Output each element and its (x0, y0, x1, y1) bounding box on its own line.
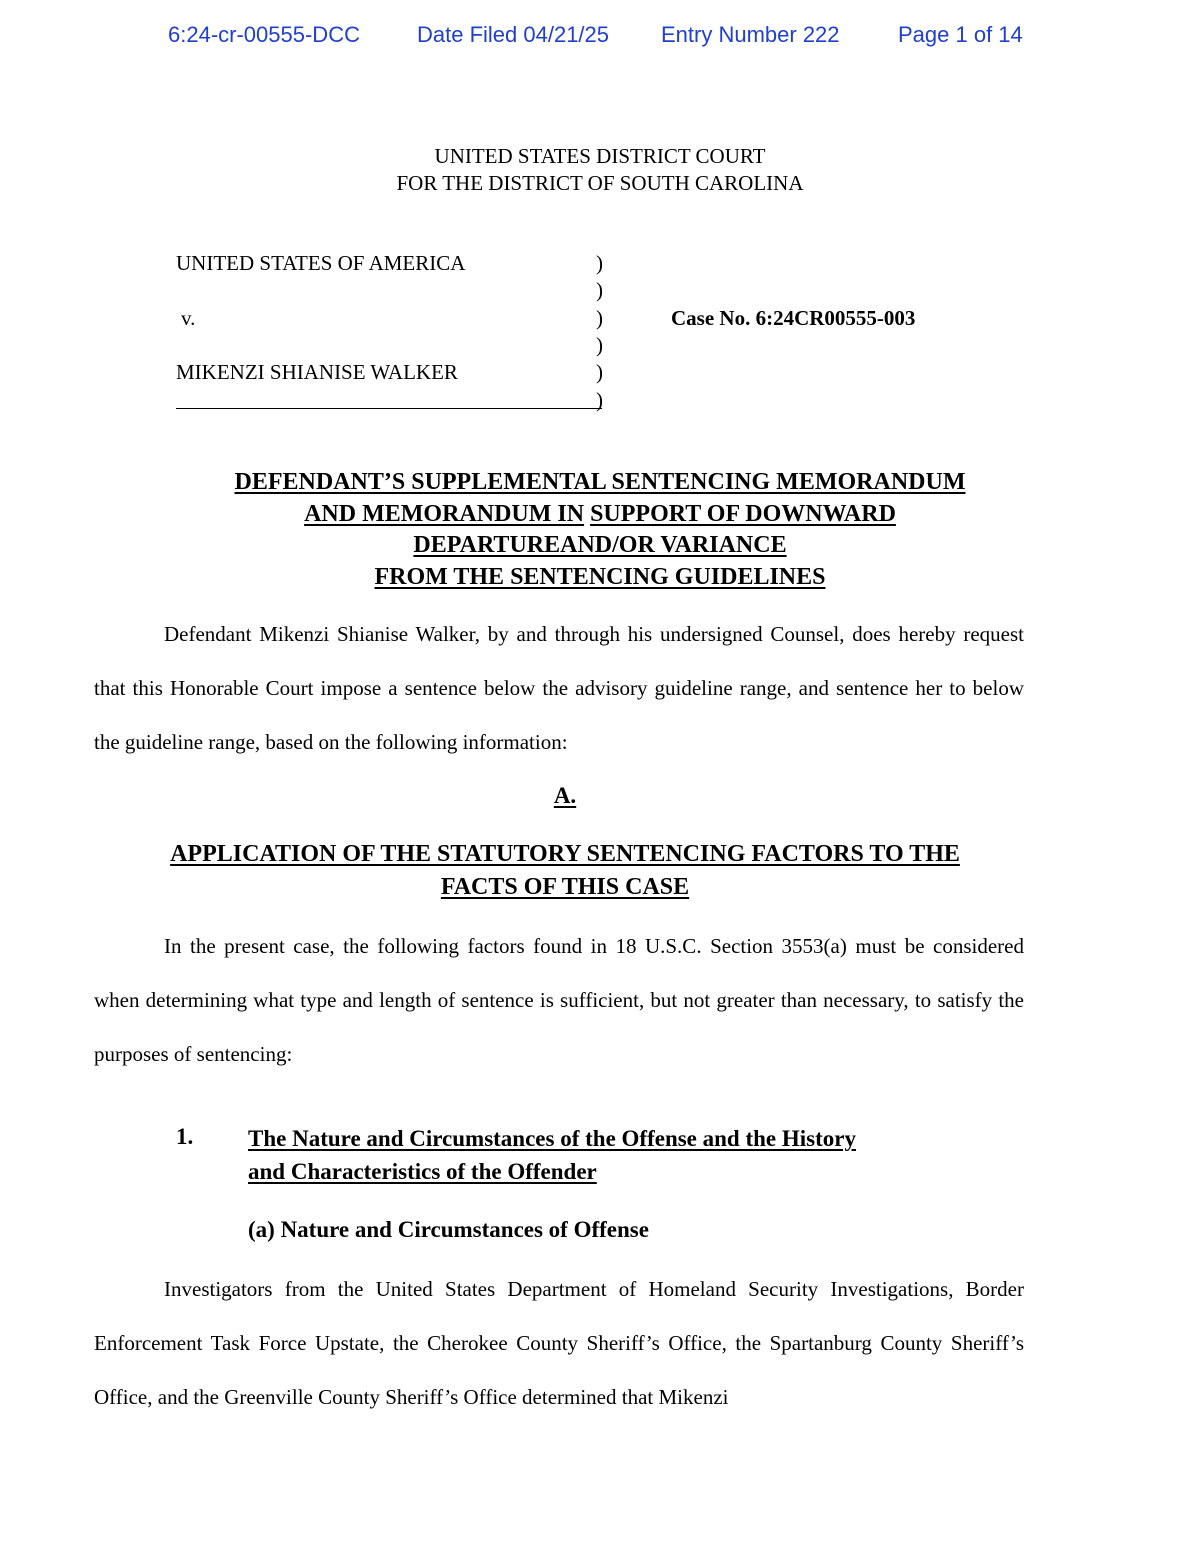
title-line-1: DEFENDANT’S SUPPLEMENTAL SENTENCING MEMORANDUM (234, 469, 966, 495)
subsection-heading-line-2: and Characteristics of the Offender (248, 1159, 597, 1184)
ecf-case-number: 6:24-cr-00555-DCC (168, 22, 360, 47)
caption-paren: ) (596, 333, 603, 357)
ecf-page-number: Page 1 of 14 (898, 22, 1023, 47)
section-letter: A. (553, 783, 577, 808)
title-line-4: FROM THE SENTENCING GUIDELINES (374, 563, 826, 590)
section-heading-line-2: FACTS OF THIS CASE (440, 874, 690, 900)
document-title (100, 467, 1100, 593)
section-paragraph: In the present case, the following factors found in 18 U.S.C. Section 3553(a) must be considered when determining what type and length of sentence is sufficient, but not greater than necessary, to satisfy the purposes of sentencing: (94, 934, 1024, 1066)
subsection-number: 1. (176, 1124, 194, 1149)
ecf-entry-number: Entry Number 222 (661, 22, 840, 47)
caption-paren: ) (596, 278, 603, 302)
case-number: Case No. 6:24CR00555-003 (671, 306, 916, 330)
court-line-1: UNITED STATES DISTRICT COURT (434, 144, 766, 168)
title-line-2a: AND MEMORANDUM IN (304, 500, 585, 527)
subsection-heading-line-1: The Nature and Circumstances of the Offense and the History (248, 1126, 856, 1151)
title-line-2b: SUPPORT OF DOWNWARD (590, 500, 896, 527)
ecf-date-filed: Date Filed 04/21/25 (417, 22, 610, 47)
section-heading-line-1: APPLICATION OF THE STATUTORY SENTENCING FACTORS TO THE (170, 841, 960, 867)
caption-paren: ) (596, 251, 603, 275)
caption-versus: v. (181, 306, 196, 330)
court-name (0, 143, 1200, 197)
caption-paren: ) (596, 388, 603, 412)
caption-plaintiff: UNITED STATES OF AMERICA (176, 251, 466, 275)
intro-paragraph: Defendant Mikenzi Shianise Walker, by and through his undersigned Counsel, does hereby request that this Honorable Court impose a sentence below the advisory guideline range, and sentence her to below the guideline range, based on the following information: (94, 622, 1024, 754)
court-line-2: FOR THE DISTRICT OF SOUTH CAROLINA (396, 171, 804, 195)
ecf-header (0, 22, 1200, 52)
caption-defendant: MIKENZI SHIANISE WALKER (176, 360, 458, 384)
caption-rule (176, 408, 602, 409)
title-line-3: DEPARTUREAND/OR VARIANCE (413, 532, 787, 558)
caption-paren: ) (596, 360, 603, 384)
subsection-heading (248, 1122, 856, 1188)
offense-paragraph: Investigators from the United States Department of Homeland Security Investigations, Border Enforcement Task Force Upstate, the Cherokee County Sheriff’s Office, the Spartanburg County Sheriff’s Office, and the Greenville County Sheriff’s Office determined that Mikenzi (94, 1277, 1024, 1409)
sub-subsection-heading: (a) Nature and Circumstances of Offense (248, 1217, 649, 1242)
section-heading (100, 838, 1030, 904)
caption-paren: ) (596, 306, 603, 330)
